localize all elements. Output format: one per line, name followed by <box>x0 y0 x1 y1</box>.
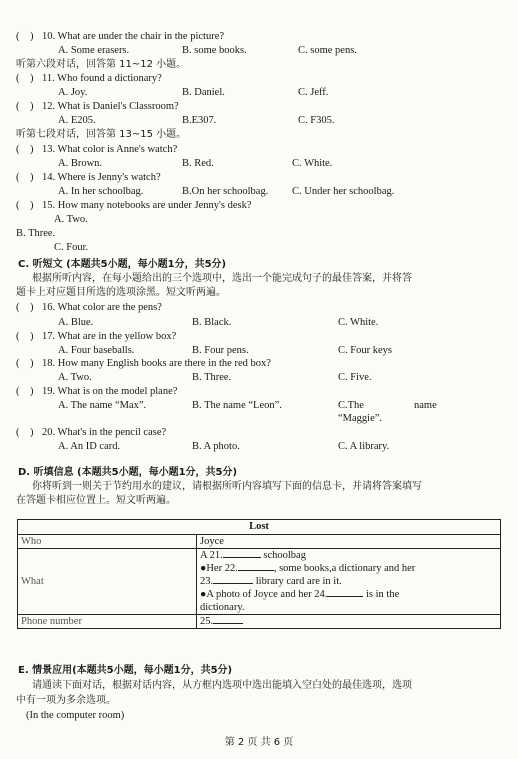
q17-option-b: B. Four pens. <box>192 345 249 356</box>
what-label: What <box>18 549 197 615</box>
blank-24-label: ●A photo of Joyce and her 24. <box>200 589 328 600</box>
blank-22-label: ●Her 22. <box>200 563 238 574</box>
question-16: 16. What color are the pens? <box>42 302 162 313</box>
table-row-what <box>18 549 501 615</box>
q10-option-b: B. some books. <box>182 45 247 56</box>
table-header-row <box>18 520 501 535</box>
what-line1-text: schoolbag <box>260 550 306 561</box>
section-d-instruction-1: 你将听到一则关于节约用水的建议，请根据所听内容填写下面的信息卡，并请将答案填写 <box>32 481 422 492</box>
page-footer: 第 2 页 共 6 页 <box>224 737 294 748</box>
question-18: 18. How many English books are there in the red box? <box>42 358 271 369</box>
section-c-heading: C. 听短文 (本题共5小题，每小题1分，共5分) <box>18 259 227 270</box>
question-15: 15. How many notebooks are under Jenny's desk? <box>42 200 252 211</box>
section-e-scene: (In the computer room) <box>26 710 125 721</box>
q11-option-b: B. Daniel. <box>182 87 225 98</box>
answer-paren-15: ( ) <box>16 200 34 211</box>
answer-paren-20: ( ) <box>16 427 34 438</box>
q15-option-b: B. Three. <box>16 228 56 239</box>
what-line3-text: library card are in it. <box>253 576 342 587</box>
blank-22[interactable] <box>238 570 274 571</box>
q14-option-b: B.On her schoolbag. <box>182 186 269 197</box>
who-value: Joyce <box>197 535 501 549</box>
question-14: 14. Where is Jenny's watch? <box>42 172 161 183</box>
dialog7-instruction: 听第七段对话，回答第 13~15 小题。 <box>16 129 187 140</box>
blank-21[interactable] <box>223 557 261 558</box>
section-e-instruction-2: 中有一项为多余选项。 <box>16 695 116 706</box>
q19-option-a: A. The name “Max”. <box>58 400 147 411</box>
what-line5-text: dictionary. <box>200 602 245 613</box>
answer-paren-18: ( ) <box>16 358 34 369</box>
q19-option-c-name: name <box>414 400 437 411</box>
q20-option-b: B. A photo. <box>192 441 240 452</box>
dialog6-instruction: 听第六段对话，回答第 11~12 小题。 <box>16 59 187 70</box>
answer-paren-10: ( ) <box>16 31 34 42</box>
blank-24[interactable] <box>327 596 363 597</box>
phone-label: Phone number <box>18 615 197 629</box>
question-10: 10. What are under the chair in the picture? <box>42 31 225 42</box>
q18-option-a: A. Two. <box>58 372 92 383</box>
answer-paren-17: ( ) <box>16 331 34 342</box>
section-c-instruction-2: 题卡上对应题目所选的选项涂黑。短文听两遍。 <box>16 287 226 298</box>
q14-option-a: A. In her schoolbag. <box>58 186 144 197</box>
q16-option-a: A. Blue. <box>58 317 94 328</box>
who-label: Who <box>18 535 197 549</box>
q12-option-a: A. E205. <box>58 115 96 126</box>
answer-paren-13: ( ) <box>16 144 34 155</box>
what-line4-text: is in the <box>363 589 400 600</box>
section-e-heading: E. 情景应用(本题共5小题，每小题1分，共5分) <box>18 665 233 676</box>
q13-option-b: B. Red. <box>182 158 214 169</box>
question-13: 13. What color is Anne's watch? <box>42 144 178 155</box>
q13-option-a: A. Brown. <box>58 158 103 169</box>
what-value <box>197 549 501 615</box>
q13-option-c: C. White. <box>292 158 333 169</box>
question-12: 12. What is Daniel's Classroom? <box>42 101 179 112</box>
q15-option-c: C. Four. <box>54 242 89 253</box>
q18-option-b: B. Three. <box>192 372 232 383</box>
question-20: 20. What's in the pencil case? <box>42 427 167 438</box>
q16-option-c: C. White. <box>338 317 379 328</box>
q10-option-c: C. some pens. <box>298 45 357 56</box>
section-d-heading: D. 听填信息 (本题共5小题，每小题1分，共5分) <box>18 467 238 478</box>
q19-option-c-maggie: “Maggie”. <box>338 413 383 424</box>
blank-25-label: 25. <box>200 616 214 627</box>
answer-paren-16: ( ) <box>16 302 34 313</box>
blank-25[interactable] <box>213 623 243 624</box>
section-c-instruction-1: 根据所听内容，在每小题给出的三个选项中，选出一个能完成句子的最佳答案，并将答 <box>32 273 412 284</box>
q10-option-a: A. Some erasers. <box>58 45 130 56</box>
lost-info-table <box>17 519 501 629</box>
question-19: 19. What is on the model plane? <box>42 386 178 397</box>
blank-21-label: A 21. <box>200 550 223 561</box>
table-title: Lost <box>18 520 501 535</box>
q14-option-c: C. Under her schoolbag. <box>292 186 395 197</box>
answer-paren-19: ( ) <box>16 386 34 397</box>
table-row-who <box>18 535 501 549</box>
table-row-phone <box>18 615 501 629</box>
q11-option-a: A. Joy. <box>58 87 88 98</box>
question-17: 17. What are in the yellow box? <box>42 331 177 342</box>
answer-paren-14: ( ) <box>16 172 34 183</box>
q15-option-a: A. Two. <box>54 214 88 225</box>
answer-paren-12: ( ) <box>16 101 34 112</box>
q17-option-a: A. Four baseballs. <box>58 345 135 356</box>
blank-23-label: 23. <box>200 576 214 587</box>
section-d-instruction-2: 在答题卡相应位置上。短文听两遍。 <box>16 495 176 506</box>
q19-option-c: C.The <box>338 400 364 411</box>
answer-paren-11: ( ) <box>16 73 34 84</box>
q17-option-c: C. Four keys <box>338 345 392 356</box>
question-11: 11. Who found a dictionary? <box>42 73 162 84</box>
q12-option-c: C. F305. <box>298 115 335 126</box>
q11-option-c: C. Jeff. <box>298 87 329 98</box>
q16-option-b: B. Black. <box>192 317 232 328</box>
blank-23[interactable] <box>213 583 253 584</box>
what-line2-text: , some books,a dictionary and her <box>273 563 416 574</box>
q20-option-a: A. An ID card. <box>58 441 121 452</box>
q20-option-c: C. A library. <box>338 441 390 452</box>
q12-option-b: B.E307. <box>182 115 217 126</box>
section-e-instruction-1: 请通读下面对话，根据对话内容，从方框内选项中选出能填入空白处的最佳选项，选项 <box>32 680 412 691</box>
phone-value <box>197 615 501 629</box>
q19-option-b: B. The name “Leon”. <box>192 400 282 411</box>
q18-option-c: C. Five. <box>338 372 372 383</box>
